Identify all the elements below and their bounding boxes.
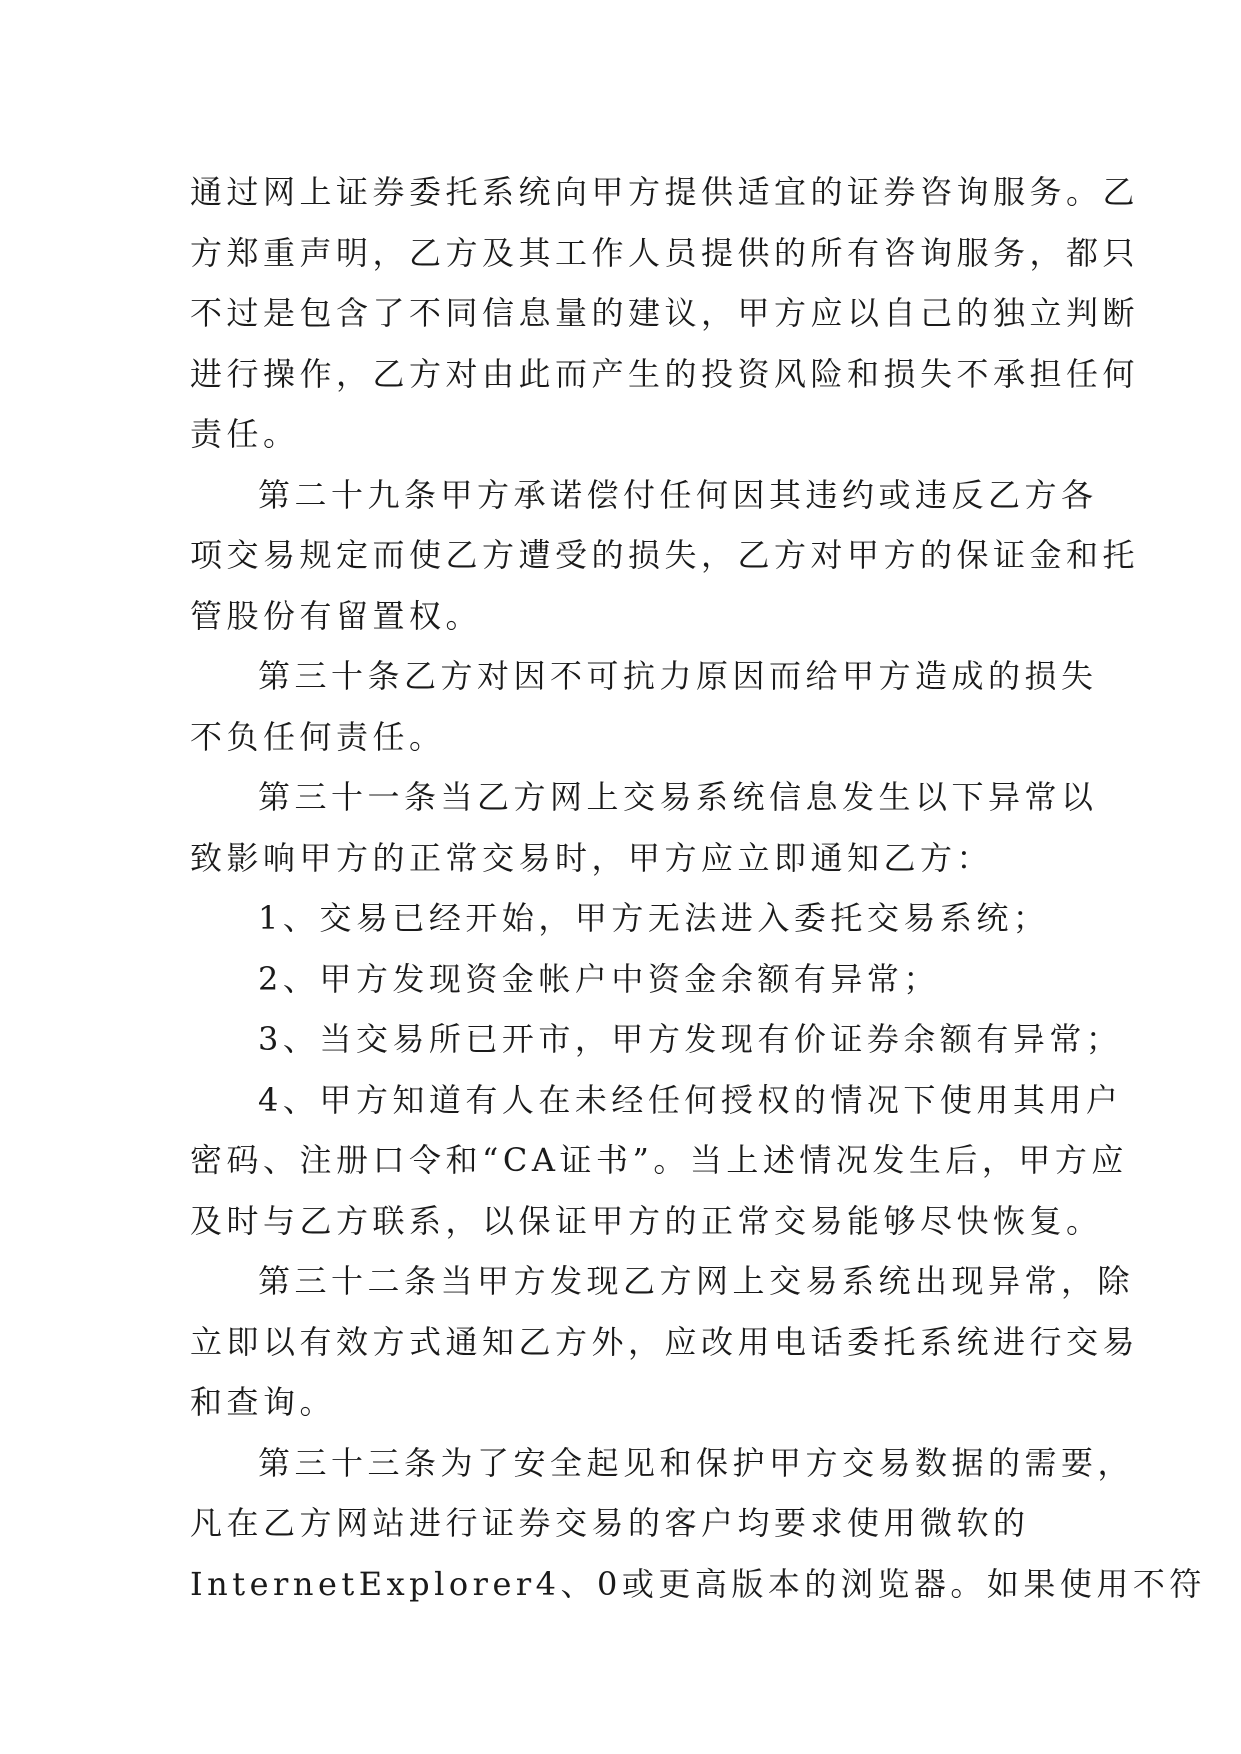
article-32-line: 第三十二条当甲方发现乙方网上交易系统出现异常，除 [258,1262,1135,1300]
text-line: 及时与乙方联系，以保证甲方的正常交易能够尽快恢复。 [190,1201,1103,1240]
text-line: 致影响甲方的正常交易时，甲方应立即通知乙方： [190,838,994,877]
list-item-4: 4、甲方知道有人在未经任何授权的情况下使用其用户 [258,1080,1123,1119]
text-line: 通过网上证券委托系统向甲方提供适宜的证券咨询服务。乙 [190,173,1140,211]
text-line: 方郑重声明，乙方及其工作人员提供的所有咨询服务，都只 [190,233,1140,272]
text-line: 不负任何责任。 [190,717,446,756]
text-line: 凡在乙方网站进行证券交易的客户均要求使用微软的 [190,1504,1030,1542]
text-line: 责任。 [190,415,300,453]
text-line: InternetExplorer4、0或更高版本的浏览器。如果使用不符 [190,1564,1206,1603]
text-line: 项交易规定而使乙方遭受的损失，乙方对甲方的保证金和托 [190,536,1140,574]
list-item-1: 1、交易已经开始，甲方无法进入委托交易系统； [258,899,1050,937]
list-item-2: 2、甲方发现资金帐户中资金余额有异常； [258,959,940,998]
article-31-line: 第三十一条当乙方网上交易系统信息发生以下异常以 [258,778,1098,816]
text-line: 不过是包含了不同信息量的建议，甲方应以自己的独立判断 [190,294,1140,332]
list-item-3: 3、当交易所已开市，甲方发现有价证券余额有异常； [258,1020,1123,1058]
article-29-line: 第二十九条甲方承诺偿付任何因其违约或违反乙方各 [258,475,1098,514]
text-line: 和查询。 [190,1383,337,1421]
text-line: 进行操作，乙方对由此而产生的投资风险和损失不承担任何 [190,354,1140,393]
article-33-line: 第三十三条为了安全起见和保护甲方交易数据的需要， [258,1443,1135,1482]
article-30-line: 第三十条乙方对因不可抗力原因而给甲方造成的损失 [258,657,1098,695]
text-line: 管股份有留置权。 [190,596,483,635]
document-body [190,162,1206,1614]
text-line: 立即以有效方式通知乙方外，应改用电话委托系统进行交易 [190,1322,1140,1361]
text-line: 密码、注册口令和“CA证书”。当上述情况发生后，甲方应 [190,1141,1128,1179]
